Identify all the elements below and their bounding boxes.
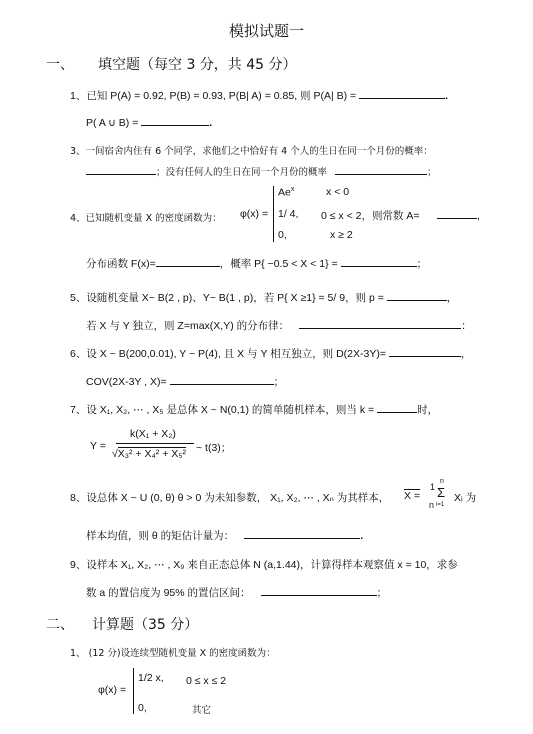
q4-case-1-expr: Ae$^x$ [278,186,295,199]
q8-sum-top: n [440,478,444,485]
q4-phi: φ(x) = [240,208,269,220]
q1-text-2: P( A ∪ B) = [86,117,142,129]
q8-frac-num: 1 [430,482,436,492]
section-2-number: 二、 [46,617,74,633]
q8-blank[interactable] [244,528,360,539]
c1-case-1-expr: 1/2 x, [138,672,164,684]
q4-case-3-cond: x ≥ 2 [330,229,353,241]
q8-text: 8、设总体 X ~ U (0, θ) θ > 0 为未知参数， X₁, X₂, ⋯ , Xₙ 为其样本， [70,492,390,504]
q5-blank-1[interactable] [387,290,447,301]
q4-blank-p[interactable] [341,256,417,267]
q7-rhs: ~ t(3)； [196,442,232,454]
section-2-heading: 计算题（35 分） [92,617,199,633]
q4-case-3-expr: 0, [278,229,287,241]
c1-case-2-expr: 0, [138,702,147,714]
section-1-number: 一、 [46,57,74,73]
q7-lhs: Y = [90,440,106,452]
q4-text: 4、已知随机变量 X 的密度函数为： [70,213,222,224]
q9-blank[interactable] [261,585,377,596]
q9-text-2: 数 a 的置信度为 95% 的置信区间： [86,587,251,599]
q6-text: 6、设 X ~ B(200,0.01), Y ~ P(4), 且 X 与 Y 相互独立，则 D(2X-3Y)= [70,348,389,360]
q7-numerator: k(X₁ + X₂) [130,428,176,440]
q8-xi: Xᵢ 为 [454,492,477,504]
c1-phi: φ(x) = [98,684,127,696]
q4-line2: 分布函数 F(x)= [86,258,156,270]
q6-text-2: COV(2X-3Y , X)= [86,376,170,388]
q3-blank-2[interactable] [335,164,427,175]
q4-case-2-cond: 0 ≤ x < 2，则常数 A= [321,210,420,222]
q4-mid: ，概率 P{ −0.5 < X < 1} = [219,258,341,270]
q8-sum: Σ [437,485,446,500]
q7-text: 7、设 X₁, X₂, ⋯ , X₅ 是总体 X ~ N(0,1) 的简单随机样本，则当 k = [70,404,378,416]
c1-text: 1、 (12 分)设连续型随机变量 X 的密度函数为： [70,648,276,659]
q4-case-1-cond: x < 0 [326,186,350,198]
c1-case-1-cond: 0 ≤ x ≤ 2 [186,675,227,687]
q4-brace [273,186,274,242]
q1-blank-2[interactable] [141,115,209,126]
q6-blank-2[interactable] [170,374,274,385]
q3-text-2: ；没有任何人的生日在同一个月份的概率 [156,167,328,178]
q4-blank-a[interactable] [437,208,477,219]
c1-brace [133,668,134,714]
q3-blank-1[interactable] [86,164,156,175]
q7-fraction-bar [116,443,194,444]
section-1-heading: 填空题（每空 3 分，共 45 分） [98,57,297,73]
q3-text: 3、一间宿舍内住有 6 个同学，求他们之中恰好有 4 个人的生日在同一个月份的概率： [70,146,433,157]
q8-frac-den: n [429,500,435,510]
q7-denominator: √X₃² + X₄² + X₅² [112,448,186,460]
q9-text: 9、设样本 X₁, X₂, ⋯ , X₉ 来自正态总体 N (a,1.44)，计算得样本观察值 x = 10，求参 [70,559,458,571]
q8-xbar: X = [404,490,421,502]
q1-text: 1、已知 P(A) = 0.92, P(B) = 0.93, P(B| A) = 0.85, 则 P(A| B) = [70,90,360,102]
q4-case-2-expr: 1/ 4, [278,208,299,220]
q5-text: 5、设随机变量 X~ B(2 , p)、Y~ B(1 , p)，若 P{ X ≥1} = 5/ 9，则 p = [70,292,387,304]
q8-sum-bottom: i=1 [436,502,445,508]
q5-blank-2[interactable] [299,318,461,329]
q6-blank-1[interactable] [389,346,461,357]
q7-blank[interactable] [377,402,417,413]
q7-text-end: 时， [417,404,439,416]
c1-case-2-cond: 其它 [192,705,212,716]
q5-text-2: 若 X 与 Y 独立，则 Z=max(X,Y) 的分布律： [86,320,290,332]
page-title: 模拟试题一 [228,22,304,40]
q8-text-2: 样本均值，则 θ 的矩估计量为： [86,530,235,542]
q4-blank-f[interactable] [156,256,220,267]
q1-blank-1[interactable] [359,88,445,99]
